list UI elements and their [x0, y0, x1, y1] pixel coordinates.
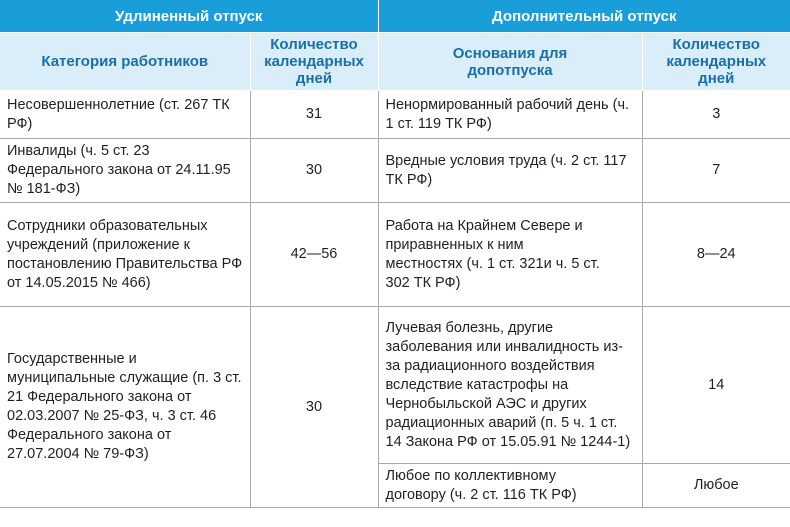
extra-days-cell: 8—24 [642, 203, 790, 307]
extra-days-cell: Любое [642, 464, 790, 508]
days-cell: 31 [250, 91, 378, 139]
category-cell: Инвалиды (ч. 5 ст. 23 Федерального закона от 24.11.95 № 181-ФЗ) [0, 139, 250, 203]
extra-days-cell: 7 [642, 139, 790, 203]
ground-cell: Лучевая болезнь, другие заболевания или инвалидность из-за радиационного воздействия вследствие катастрофы на Чернобыльской АЭС и других радиационных аварий (п. 5 ч. 1 ст. 14 Закона РФ от 15.05.91 № 1244-1) [378, 307, 642, 464]
ground-cell: Любое по коллективному договору (ч. 2 ст. 116 ТК РФ) [378, 464, 642, 508]
extra-days-cell: 3 [642, 91, 790, 139]
days-left-header-text: Количество календарных дней [264, 36, 364, 87]
days-cell: 30 [250, 139, 378, 203]
extended-leave-header: Удлиненный отпуск [0, 0, 378, 33]
grounds-column-header [378, 33, 642, 91]
grounds-header-text: Основания для допотпуска [452, 44, 568, 79]
days-column-header-right [642, 33, 790, 91]
table-row [0, 91, 790, 139]
additional-leave-header: Дополнительный отпуск [378, 0, 790, 33]
extra-days-cell: 14 [642, 307, 790, 464]
days-right-header-text: Количество календарных дней [666, 36, 767, 87]
ground-cell: Работа на Крайнем Севере и приравненных к ним местностях (ч. 1 ст. 321и ч. 5 ст. 302 ТК РФ) [378, 203, 642, 307]
category-column-header [0, 33, 250, 91]
category-cell: Несовершеннолетние (ст. 267 ТК РФ) [0, 91, 250, 139]
ground-cell: Ненормированный рабочий день (ч. 1 ст. 119 ТК РФ) [378, 91, 642, 139]
table-row [0, 307, 790, 464]
category-header-text: Категория работников [41, 53, 209, 70]
table-row [0, 139, 790, 203]
ground-cell: Вредные условия труда (ч. 2 ст. 117 ТК РФ) [378, 139, 642, 203]
category-cell: Сотрудники образовательных учреждений (приложение к постановлению Правительства РФ от 14.05.2015 № 466) [0, 203, 250, 307]
table-row [0, 203, 790, 307]
category-cell: Государственные и муниципальные служащие (п. 3 ст. 21 Федерального закона от 02.03.2007 № 25-ФЗ, ч. 3 ст. 46 Федерального закона от 27.07.2004 № 79-ФЗ) [0, 307, 250, 508]
days-cell: 30 [250, 307, 378, 508]
days-cell: 42—56 [250, 203, 378, 307]
days-column-header-left [250, 33, 378, 91]
